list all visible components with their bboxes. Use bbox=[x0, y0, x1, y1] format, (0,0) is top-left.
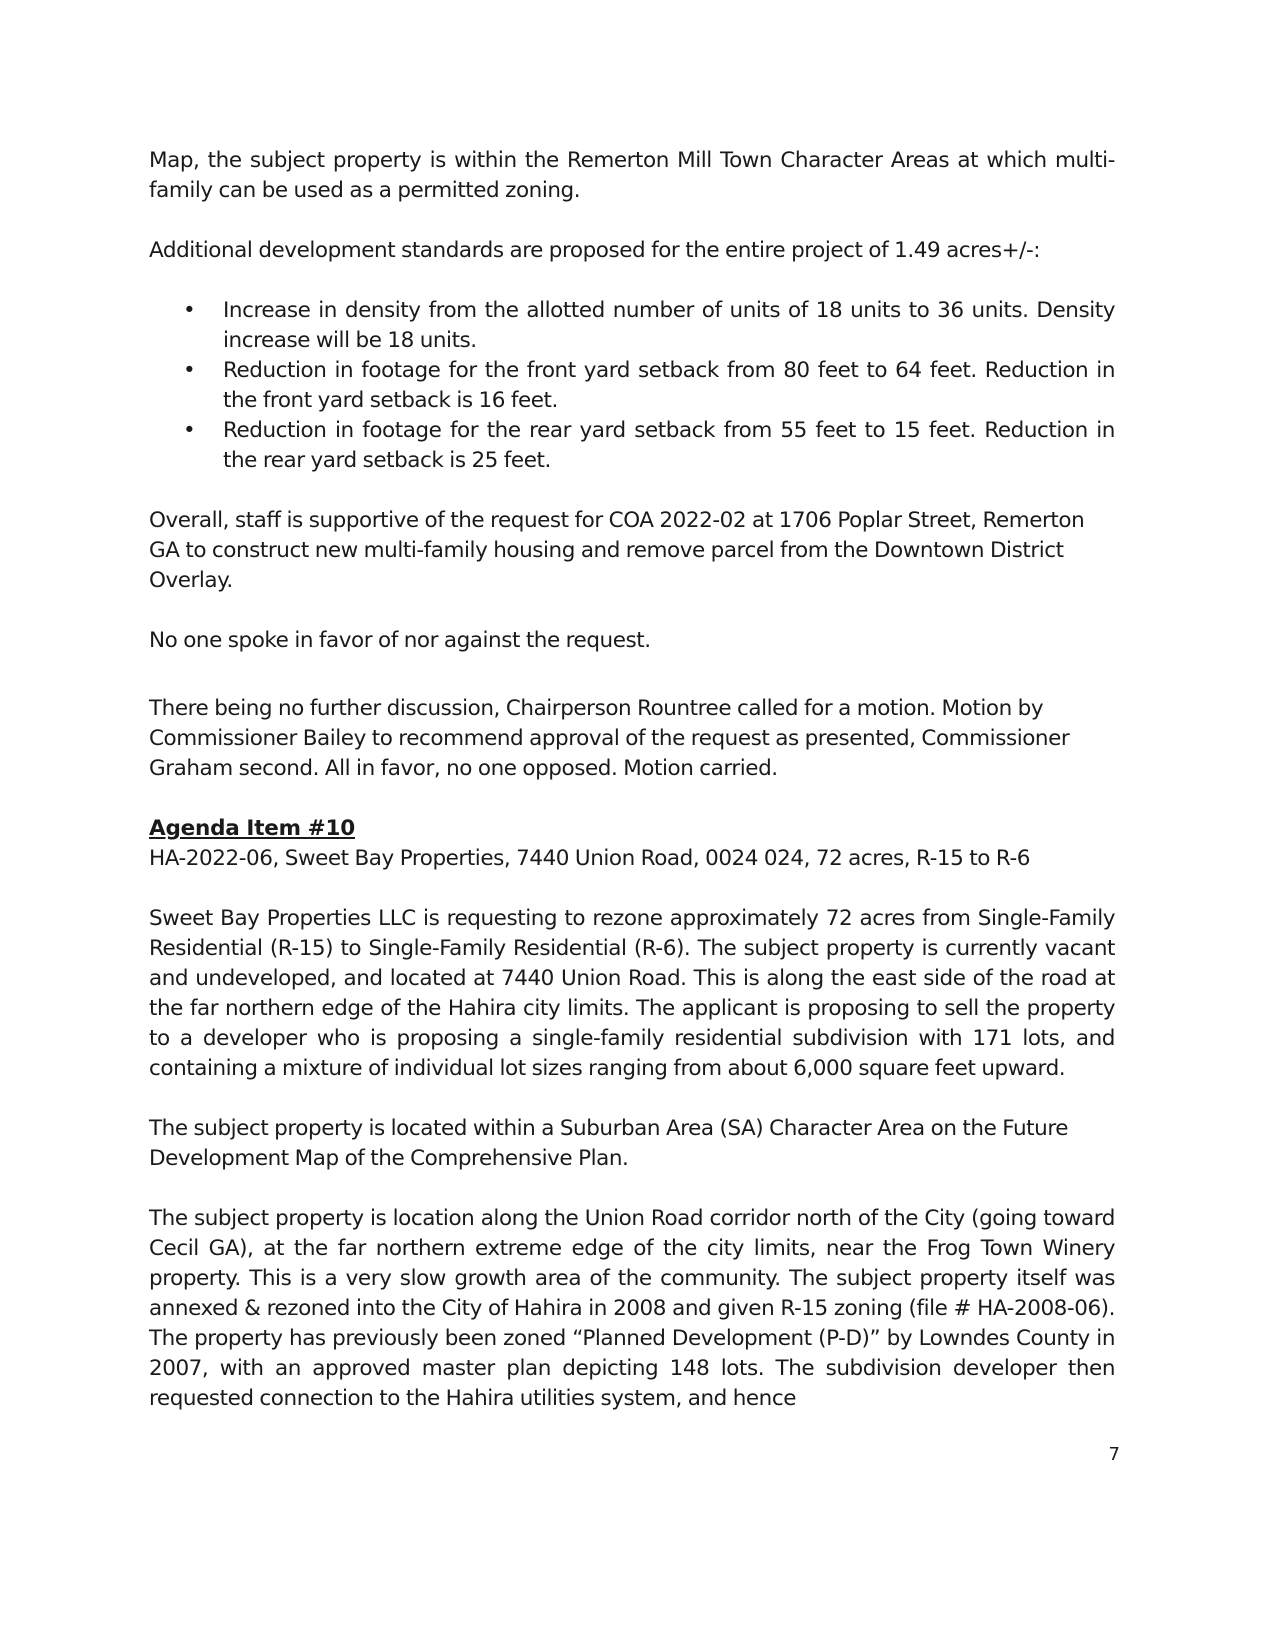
standards-list bbox=[149, 296, 1115, 476]
bullet-icon: • bbox=[183, 358, 196, 383]
page-number: 7 bbox=[1108, 1444, 1120, 1465]
agenda-item-heading: Agenda Item #10 bbox=[149, 816, 355, 841]
bullet-icon: • bbox=[183, 418, 196, 443]
paragraph-property-history: The subject property is location along the Union Road corridor north of the City (going toward Cecil GA), at the far northern extreme edge of the city limits, near the Frog Town Winery property. This is a very slow growth area of the community. The subject property itself was annexed & rezoned into the City of Hahira in 2008 and given R-15 zoning (file # HA-2008-06). The property has previously been zoned “Planned Development (P-D)” by Lowndes County in 2007, with an approved master plan depicting 148 lots. The subdivision developer then requested connection to the Hahira utilities system, and hence bbox=[149, 1206, 1115, 1411]
paragraph-rezone-request: Sweet Bay Properties LLC is requesting to rezone approximately 72 acres from Single-Family Residential (R-15) to Single-Family Residential (R-6). The subject property is currently vacant and undeveloped, and located at 7440 Union Road. This is along the east side of the road at the far northern edge of the Hahira city limits. The applicant is proposing to sell the property to a developer who is proposing a single-family residential subdivision with 171 lots, and containing a mixture of individual lot sizes ranging from about 6,000 square feet upward. bbox=[149, 906, 1115, 1081]
paragraph-staff-support: Overall, staff is supportive of the request for COA 2022-02 at 1706 Poplar Street, Remerton GA to construct new multi-family housing and remove parcel from the Downtown District Overlay. bbox=[149, 508, 1085, 593]
paragraph-suburban-area: The subject property is located within a Suburban Area (SA) Character Area on the Future Development Map of the Comprehensive Plan. bbox=[149, 1116, 1069, 1171]
document-page bbox=[149, 146, 1115, 1414]
list-item: • Reduction in footage for the front yard setback from 80 feet to 64 feet. Reduction in the front yard setback is 16 feet. bbox=[183, 358, 1115, 413]
paragraph-character-area: Map, the subject property is within the Remerton Mill Town Character Areas at which multi-family can be used as a permitted zoning. bbox=[149, 148, 1115, 203]
list-item: • Increase in density from the allotted number of units of 18 units to 36 units. Density increase will be 18 units. bbox=[183, 298, 1115, 353]
agenda-item-subheading: HA-2022-06, Sweet Bay Properties, 7440 Union Road, 0024 024, 72 acres, R-15 to R-6 bbox=[149, 846, 1030, 871]
bullet-icon: • bbox=[183, 298, 196, 323]
list-item: • Reduction in footage for the rear yard setback from 55 feet to 15 feet. Reduction in the rear yard setback is 25 feet. bbox=[183, 418, 1115, 473]
paragraph-development-standards: Additional development standards are proposed for the entire project of 1.49 acres+/-: bbox=[149, 238, 1041, 263]
paragraph-public-comment: No one spoke in favor of nor against the request. bbox=[149, 628, 651, 653]
paragraph-motion: There being no further discussion, Chairperson Rountree called for a motion. Motion by Commissioner Bailey to recommend approval of the request as presented, Commissioner Graham second. All in favor, no one opposed. Motion carried. bbox=[149, 696, 1070, 781]
